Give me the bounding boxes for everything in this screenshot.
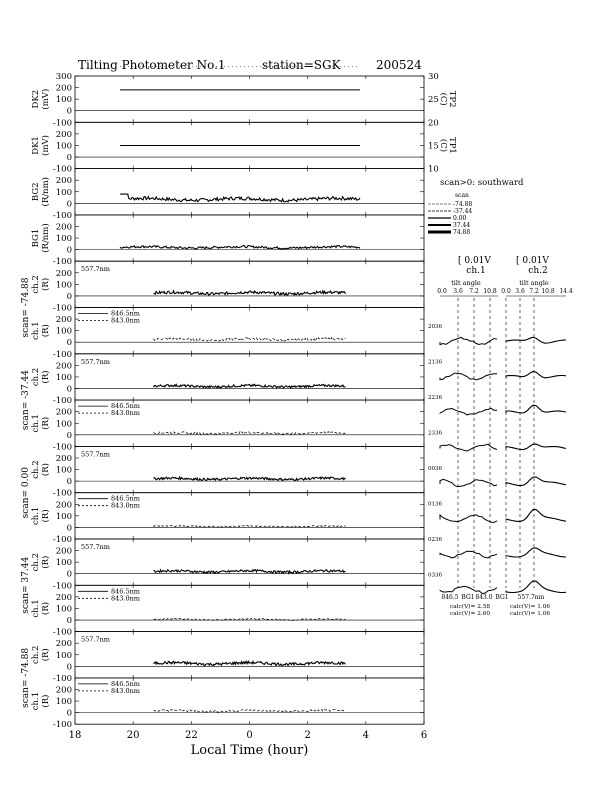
series-line [154, 661, 346, 665]
page-title: Tilting Photometer No.1 [78, 58, 226, 72]
y-tick-label: 200 [55, 407, 72, 418]
series-line [154, 338, 346, 342]
y-tick-label: -100 [52, 257, 72, 268]
y-tick-label: 0 [66, 338, 72, 349]
y-tick-label: 200 [55, 592, 72, 603]
y-tick-label: 0 [66, 616, 72, 627]
spectrum-ch1 [440, 551, 497, 558]
y-tick-label: 200 [55, 315, 72, 326]
tilt-tick: 10.8 [483, 288, 497, 295]
legend-label: 843.0nm [111, 594, 140, 603]
scan-group-label: scan= 0.00 [21, 467, 31, 519]
spectrum-ch1 [440, 444, 497, 451]
scan-note: scan>0: southward [440, 178, 524, 188]
right-tick-label: 30 [428, 72, 439, 82]
y-tick-label: 0 [66, 153, 72, 164]
x-tick-label: 2 [304, 730, 311, 742]
right-axis-unit: (C) [438, 138, 448, 153]
tilt-label: tilt angle [451, 279, 481, 287]
right-axis-label: TP1 [447, 137, 457, 154]
date-label: 200524 [376, 58, 422, 72]
series-line [154, 477, 346, 480]
y-tick-label: 200 [55, 268, 72, 279]
spectrum-time: 0036 [428, 466, 442, 472]
spectrum-ch2 [506, 510, 566, 522]
spectrum-time: 2236 [428, 395, 442, 401]
y-axis-unit: (R) [41, 694, 51, 708]
station-label: station=SGK [262, 58, 341, 72]
panel-frame [75, 539, 424, 585]
calc-ch2: calc(V)= 1.06 [510, 611, 551, 617]
spectrum-time: 2136 [428, 359, 442, 366]
spectrum-ch2 [506, 372, 566, 378]
x-tick-label: 0 [246, 730, 253, 742]
spectrum-ch2 [506, 405, 566, 413]
y-tick-label: 200 [55, 129, 72, 140]
legend-label: 846.5nm [111, 494, 140, 503]
spectrum-bottom-label: 846.5 [441, 594, 459, 601]
y-tick-label: 100 [55, 141, 72, 152]
y-tick-label: 100 [55, 234, 72, 245]
y-tick-label: 100 [55, 558, 72, 569]
scan-legend-header: scan [455, 192, 469, 199]
spectrum-ch2 [506, 477, 566, 486]
y-tick-label: -100 [52, 396, 72, 407]
spectrum-ch1 [440, 515, 497, 523]
y-tick-label: -100 [52, 488, 72, 499]
spectrum-bottom-label: BG1 [495, 594, 509, 601]
y-tick-label: 200 [55, 361, 72, 372]
y-tick-label: 100 [55, 419, 72, 430]
y-tick-label: 300 [55, 72, 72, 82]
scan-legend-label: 0.00 [453, 215, 467, 222]
legend-label: 846.5nm [111, 587, 140, 596]
y-tick-label: 100 [55, 280, 72, 291]
y-tick-label: 100 [55, 511, 72, 522]
y-axis-label: ch.1 [31, 321, 41, 340]
tilt-label: tilt angle [519, 279, 549, 287]
y-tick-label: -100 [52, 535, 72, 545]
y-tick-label: 200 [55, 500, 72, 511]
y-axis-label: ch.2 [31, 367, 41, 387]
y-axis-label: DK2 [31, 89, 41, 109]
y-tick-label: 100 [55, 372, 72, 383]
y-tick-label: -100 [52, 720, 72, 731]
y-axis-label: ch.1 [31, 599, 41, 618]
y-axis-unit: (mV) [41, 88, 51, 110]
spectrum-ch2 [506, 444, 566, 449]
y-tick-label: 200 [55, 83, 72, 94]
y-axis-unit: (R) [41, 555, 51, 569]
spectrum-ch2 [506, 337, 566, 343]
spectrum-ch2 [506, 581, 566, 593]
legend-label: 843.0nm [111, 501, 140, 510]
y-axis-unit: (R) [41, 324, 51, 338]
legend-label: 846.5nm [111, 402, 140, 411]
calc-ch2: calc(V)= 1.06 [510, 604, 551, 610]
tilt-tick: 7.2 [469, 288, 479, 295]
y-tick-label: -100 [52, 442, 72, 453]
spectrum-time: 0236 [428, 537, 442, 543]
spectrum-time: 0136 [428, 501, 442, 508]
y-axis-label: BG1 [31, 228, 41, 248]
y-axis-label: ch.1 [31, 414, 41, 433]
x-tick-label: 6 [420, 730, 428, 742]
right-axis-unit: (C) [438, 92, 448, 106]
scale-ch2: [ 0.01V [516, 256, 549, 266]
x-tick-label: 18 [68, 730, 82, 742]
spectrum-bottom-label: 843.0 [475, 594, 493, 601]
tilt-tick: 3.6 [515, 288, 525, 295]
series-line [120, 194, 360, 202]
ch2-line-label: 557.7nm [81, 265, 110, 274]
series-line [154, 384, 346, 388]
y-tick-label: -100 [52, 164, 72, 175]
y-tick-label: -100 [52, 303, 72, 314]
y-axis-unit: (R) [41, 601, 51, 615]
y-tick-label: 100 [55, 697, 72, 708]
y-tick-label: 0 [66, 662, 72, 673]
series-line [154, 525, 346, 527]
y-tick-label: 0 [66, 708, 72, 719]
scan-group-label: scan= -37.44 [21, 370, 31, 431]
right-tick-label: 10 [428, 164, 439, 175]
y-tick-label: 0 [66, 106, 72, 117]
y-tick-label: 200 [55, 453, 72, 464]
scan-legend-label: -74.88 [453, 201, 473, 208]
y-tick-label: 100 [55, 187, 72, 198]
right-tick-label: 15 [428, 141, 439, 152]
y-axis-unit: (R) [41, 509, 51, 523]
ch2-line-label: 557.7nm [81, 635, 110, 644]
y-axis-label: DK1 [31, 136, 41, 155]
spectrum-time: 0336 [428, 572, 442, 579]
y-axis-label: ch.1 [31, 506, 41, 526]
panel-frame [75, 169, 424, 215]
legend-label: 843.0nm [111, 686, 140, 695]
spectrum-time: 2336 [428, 430, 442, 437]
right-tick-label: 25 [428, 95, 439, 106]
panel-frame [75, 215, 424, 261]
tilt-tick: 3.6 [453, 288, 463, 295]
y-axis-unit: (R) [41, 463, 51, 477]
y-axis-label: ch.2 [31, 275, 41, 294]
ch1-label: ch.1 [466, 266, 486, 276]
y-axis-label: ch.2 [31, 460, 41, 479]
spectrum-ch1 [440, 479, 497, 486]
y-tick-label: 200 [55, 685, 72, 696]
x-axis-title: Local Time (hour) [190, 743, 309, 759]
y-tick-label: 0 [66, 477, 72, 488]
spectrum-time: 2036 [428, 324, 442, 330]
panel-frame [75, 354, 424, 400]
series-line [154, 291, 346, 295]
y-tick-label: 100 [55, 465, 72, 476]
y-axis-label: ch.2 [31, 645, 41, 664]
y-axis-unit: (R/nm) [41, 177, 51, 207]
y-tick-label: -100 [52, 210, 72, 221]
scale-ch1: [ 0.01V [458, 256, 491, 266]
y-axis-unit: (R) [41, 648, 51, 662]
y-axis-unit: (R/nm) [41, 223, 51, 253]
y-tick-label: -100 [52, 118, 72, 129]
y-tick-label: -100 [52, 349, 72, 360]
spectrum-ch1 [440, 373, 497, 380]
x-tick-label: 20 [126, 730, 140, 742]
series-line [154, 710, 346, 713]
ch2-line-label: 557.7nm [81, 357, 110, 366]
scan-group-label: scan= -74.88 [21, 277, 31, 338]
y-axis-unit: (R) [41, 370, 51, 384]
tilt-tick: 7.2 [529, 288, 539, 295]
ch2-label: ch.2 [528, 266, 548, 276]
spectrum-bottom-label: 557.7nm [517, 594, 545, 601]
y-tick-label: 200 [55, 639, 72, 650]
y-tick-label: 0 [66, 430, 72, 441]
right-tick-label: 20 [428, 118, 439, 129]
y-axis-unit: (mV) [41, 135, 51, 156]
y-axis-unit: (R) [41, 277, 51, 291]
y-tick-label: 200 [55, 222, 72, 233]
y-tick-label: 0 [66, 569, 72, 580]
right-axis-label: TP2 [447, 90, 457, 108]
legend-label: 843.0nm [111, 316, 140, 325]
y-tick-label: 100 [55, 604, 72, 615]
spectrum-ch2 [506, 548, 566, 557]
scan-legend-label: -37.44 [453, 208, 473, 215]
panel-frame [75, 76, 424, 122]
y-tick-label: 200 [55, 176, 72, 187]
spectrum-ch1 [440, 337, 497, 344]
tilt-tick: 0.0 [501, 288, 511, 295]
x-tick-label: 4 [362, 730, 370, 742]
y-axis-label: BG2 [31, 182, 41, 202]
tilt-tick: 0.0 [437, 288, 447, 295]
tilt-tick: 14.4 [559, 288, 573, 295]
y-tick-label: 100 [55, 95, 72, 106]
calc-ch1: calc(V)= 2.58 [450, 604, 491, 610]
spectrum-bottom-label: BG1 [461, 594, 475, 601]
y-tick-label: 0 [66, 199, 72, 210]
tilt-tick: 10.8 [541, 288, 555, 295]
panel-frame [75, 446, 424, 492]
ch2-line-label: 557.7nm [81, 543, 110, 551]
spectrum-ch1 [440, 408, 497, 415]
series-line [154, 432, 346, 435]
legend-label: 846.5nm [111, 309, 140, 318]
y-tick-label: 0 [66, 245, 72, 256]
calc-ch1: calc(V)= 2.60 [450, 611, 491, 617]
y-tick-label: 0 [66, 384, 72, 395]
y-axis-label: ch.2 [31, 552, 41, 572]
scan-legend-label: 37.44 [453, 222, 471, 229]
y-tick-label: -100 [52, 581, 72, 592]
y-tick-label: 100 [55, 650, 72, 661]
y-tick-label: 0 [66, 291, 72, 302]
legend-label: 843.0nm [111, 409, 140, 418]
ch2-line-label: 557.7nm [81, 450, 110, 459]
spectrum-ch1 [440, 586, 497, 593]
y-axis-label: ch.1 [31, 691, 41, 711]
y-tick-label: -100 [52, 673, 72, 684]
y-tick-label: 100 [55, 326, 72, 337]
y-axis-unit: (R) [41, 416, 51, 430]
scan-group-label: scan= -74.88 [21, 647, 31, 708]
y-tick-label: 200 [55, 546, 72, 557]
panel-frame [75, 261, 424, 307]
scan-legend-label: 74.88 [453, 229, 471, 236]
legend-label: 846.5nm [111, 679, 140, 688]
series-line [120, 246, 360, 249]
scan-group-label: scan= 37.44 [21, 556, 31, 614]
panel-frame [75, 632, 424, 678]
x-tick-label: 22 [184, 730, 198, 742]
series-line [154, 570, 346, 574]
y-tick-label: -100 [52, 627, 72, 638]
y-tick-label: 0 [66, 523, 72, 534]
